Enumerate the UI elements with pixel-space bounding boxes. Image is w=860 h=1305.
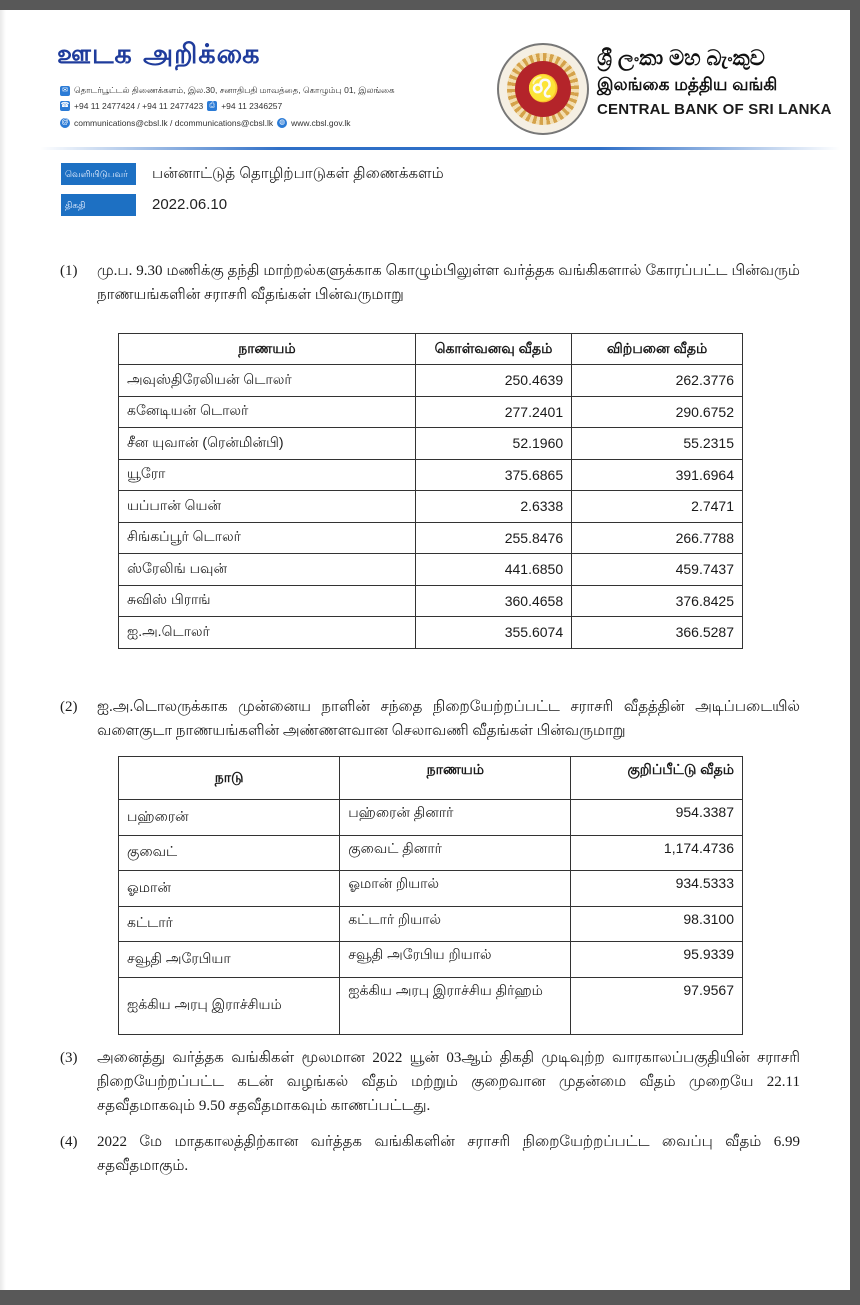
table-header-row [119,334,743,365]
viewer-top-bar [0,0,860,10]
viewer-bottom-bar [0,1290,860,1305]
indicative-rate-cell: 98.3100 [571,906,743,942]
selling-rate-cell: 262.3776 [572,365,743,397]
issuer-label: வெளியிடுபவர் [61,163,136,185]
buying-rate-cell: 255.8476 [415,522,571,554]
viewer-scrollbar-track[interactable] [850,0,860,1305]
website-link[interactable]: www.cbsl.gov.lk [291,118,351,128]
section-text: மு.ப. 9.30 மணிக்கு தந்தி மாற்றல்களுக்காக கொழும்பிலுள்ள வர்த்தக வங்கிகளால் கோரப்பட்ட பின்வரும் நாணயங்களின் சராசரி வீதங்கள் பின்வருமாறு [97,263,800,303]
indicative-rate-cell: 1,174.4736 [571,835,743,871]
column-header-country: நாடு [119,757,340,800]
selling-rate-cell: 55.2315 [572,428,743,460]
country-cell: ஐக்கிய அரபு இராச்சியம் [119,977,340,1034]
table-row [119,459,743,491]
bank-name-sinhala: ශ්‍රී ලංකා මහ බැංකුව [597,47,765,70]
buying-rate-cell: 52.1960 [415,428,571,460]
exchange-rate-table [118,333,743,649]
country-cell: ஓமான் [119,871,340,907]
bank-name-block [597,46,832,122]
table-row [119,835,743,871]
buying-rate-cell: 277.2401 [415,396,571,428]
section-3 [60,1046,800,1118]
table-row [119,396,743,428]
page-edge-shadow [0,10,6,1290]
section-1 [60,259,800,307]
table-row [119,871,743,907]
buying-rate-cell: 375.6865 [415,459,571,491]
buying-rate-cell: 2.6338 [415,491,571,523]
central-bank-seal-logo [497,43,589,135]
selling-rate-cell: 376.8425 [572,585,743,617]
indicative-rate-cell: 95.9339 [571,942,743,978]
currency-cell: சீன யுவான் (ரென்மின்பி) [119,428,416,460]
globe-icon: ◍ [279,119,286,126]
currency-cell: ஸ்ரேலிங் பவுன் [119,554,416,586]
issuer-value: பன்னாட்டுத் தொழிற்பாடுகள் திணைக்களம் [152,165,444,182]
indicative-rate-cell: 954.3387 [571,800,743,836]
section-text: 2022 மே மாதகாலத்திற்கான வர்த்தக வங்கிகளின் சராசரி நிறையேற்றப்பட்ட வைப்பு வீதம் 6.99 சதவீதமாகும். [97,1134,800,1174]
currency-cell: பஹ்ரைன் தினார் [340,800,571,836]
table-row [119,906,743,942]
section-number: (2) [60,699,78,715]
envelope-icon: ✉ [60,86,70,96]
section-text: ஐ.அ.டொலருக்காக முன்னைய நாளின் சந்தை நிறையேற்றப்பட்ட சராசரி வீதத்தின் அடிப்படையில் வளைகுடா நாணயங்களின் அண்ணளவான செலாவணி வீதங்கள் பின்வருமாறு [97,699,800,739]
currency-cell: அவுஸ்திரேலியன் டொலர் [119,365,416,397]
currency-cell: சிங்கப்பூர் டொலர் [119,522,416,554]
indicative-rate-cell: 97.9567 [571,977,743,1034]
fax-icon: ⎙ [207,101,217,111]
table-row [119,617,743,649]
currency-cell: ஐ.அ.டொலர் [119,617,416,649]
table-row [119,585,743,617]
table-row [119,491,743,523]
selling-rate-cell: 459.7437 [572,554,743,586]
currency-cell: கனேடியன் டொலர் [119,396,416,428]
column-header-currency: நாணயம் [340,757,571,800]
table-row [119,942,743,978]
gulf-currency-table [118,756,743,1035]
lion-emblem-icon: ♌ [527,73,560,103]
phone-text: +94 11 2477424 / +94 11 2477423 [74,101,204,111]
bank-name-english: CENTRAL BANK OF SRI LANKA [597,101,832,118]
email-text[interactable]: communications@cbsl.lk / dcommunications@cbsl.lk [74,118,274,128]
selling-rate-cell: 391.6964 [572,459,743,491]
currency-cell: கட்டார் றியால் [340,906,571,942]
fax-text: +94 11 2346257 [221,101,283,111]
currency-cell: சுவிஸ் பிராங் [119,585,416,617]
section-text: அனைத்து வர்த்தக வங்கிகள் மூலமான 2022 யூன் 03ஆம் திகதி முடிவுற்ற வாரகாலப்பகுதியின் சராசரி நிறையேற்றப்பட்ட கடன் வழங்கல் வீதம் மற்றும் குறைவான முதன்மை வீதம் முறையே 22.11 சதவீதமாகவும் 9.50 சதவீதமாகவும் காணப்பட்டது. [97,1050,800,1114]
table-row [119,800,743,836]
date-label: திகதி [61,194,136,216]
table-header-row [119,757,743,800]
section-number: (4) [60,1134,78,1150]
selling-rate-cell: 2.7471 [572,491,743,523]
currency-cell: ஐக்கிய அரபு இராச்சிய திர்ஹம் [340,977,571,1034]
currency-cell: குவைட் தினார் [340,835,571,871]
contact-phone [60,101,282,111]
telephone-icon: ☎ [60,102,70,109]
address-text: தொடர்பூட்டல் திணைக்களம், இல.30, சனாதிபதி மாவத்தை, கொழும்பு 01, இலங்கை [74,85,395,95]
bank-name-tamil: இலங்கை மத்திய வங்கி [597,75,778,94]
table-row [119,554,743,586]
selling-rate-cell: 266.7788 [572,522,743,554]
selling-rate-cell: 366.5287 [572,617,743,649]
country-cell: கட்டார் [119,906,340,942]
section-4 [60,1130,800,1178]
contact-address [60,85,395,97]
buying-rate-cell: 250.4639 [415,365,571,397]
buying-rate-cell: 355.6074 [415,617,571,649]
press-release-title: ஊடக அறிக்கை [57,39,261,70]
header-divider [40,147,840,150]
section-number: (1) [60,263,78,279]
currency-cell: சவூதி அரேபிய றியால் [340,942,571,978]
buying-rate-cell: 441.6850 [415,554,571,586]
column-header-buying-rate: கொள்வனவு வீதம் [415,334,571,365]
section-number: (3) [60,1050,78,1066]
at-sign-icon: @ [61,119,69,126]
contact-web [60,118,351,128]
table-row [119,428,743,460]
currency-cell: யப்பான் யென் [119,491,416,523]
column-header-selling-rate: விற்பனை வீதம் [572,334,743,365]
country-cell: சவூதி அரேபியா [119,942,340,978]
section-2 [60,695,800,743]
buying-rate-cell: 360.4658 [415,585,571,617]
country-cell: குவைட் [119,835,340,871]
column-header-currency: நாணயம் [119,334,416,365]
country-cell: பஹ்ரைன் [119,800,340,836]
column-header-indicative-rate: குறிப்பீட்டு வீதம் [571,757,743,800]
indicative-rate-cell: 934.5333 [571,871,743,907]
table-row [119,522,743,554]
currency-cell: ஓமான் றியால் [340,871,571,907]
currency-cell: யூரோ [119,459,416,491]
table-row [119,365,743,397]
table-row [119,977,743,1034]
selling-rate-cell: 290.6752 [572,396,743,428]
press-release-brand [57,40,260,70]
date-value: 2022.06.10 [152,196,228,213]
